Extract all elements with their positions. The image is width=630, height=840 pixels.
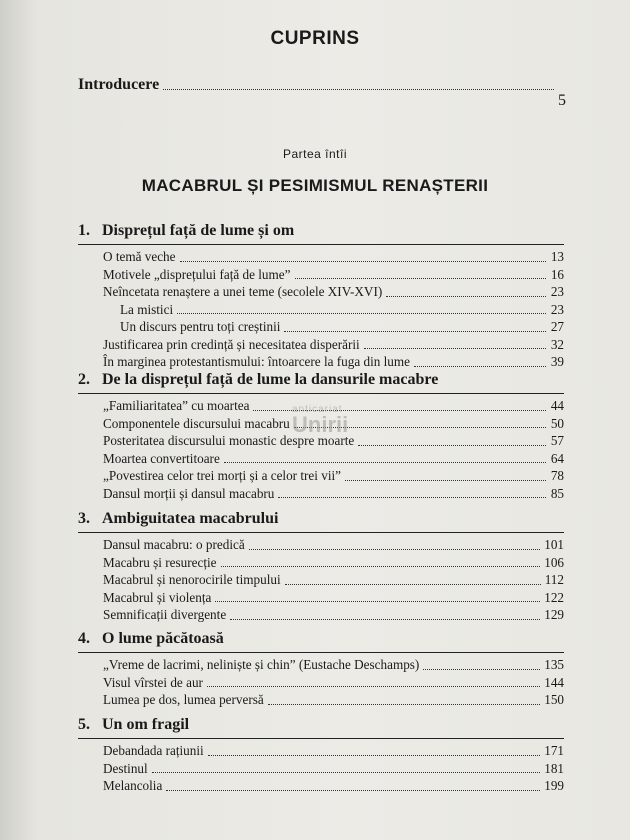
leader-dots [230,619,540,620]
chapter-2 [78,371,564,502]
entry-page: 181 [544,760,564,776]
page-title: CUPRINS [270,28,360,49]
chapter-number: 5. [78,716,90,733]
toc-entry [78,485,564,503]
toc-entry [78,606,564,624]
chapter-heading [78,222,564,245]
chapter-4 [78,630,564,709]
intro-entry [78,76,566,109]
entry-title: Macabrul și nenorocirile timpului [103,572,281,587]
entry-title: Debandada rațiunii [103,743,204,758]
part-title: MACABRUL ȘI PESIMISMUL RENAȘTERII [141,176,489,195]
toc-entry [78,248,564,266]
entry-title: Visul vîrstei de aur [103,674,203,690]
leader-dots [358,445,546,446]
entry-title: Un discurs pentru toți creștinii [120,319,281,334]
entry-title: Melancolia [103,778,163,793]
toc-entry [78,318,564,336]
entry-page: 112 [544,572,564,587]
toc-entry [78,266,564,284]
entry-page: 23 [550,301,564,317]
entry-title: Justificarea prin credință și necesitatea disperării [103,336,360,352]
entry-title: Neîncetata renaștere a unei teme (secolele XIV-XVI) [103,284,383,299]
toc-entry [78,760,564,778]
entry-page: 129 [544,607,564,622]
leader-dots [221,566,541,567]
part-label: Partea întîi [282,147,348,161]
entry-page: 16 [550,266,564,282]
entry-title: Lumea pe dos, lumea perversă [103,692,264,707]
chapter-number: 4. [78,630,90,647]
leader-dots [294,427,546,428]
leader-dots [180,261,547,262]
entry-page: 32 [550,336,564,352]
entry-page: 106 [544,554,564,570]
toc-entry [78,536,564,554]
entry-title: Dansul morții și dansul macabru [103,485,275,501]
intro-page: 5 [558,92,566,109]
toc-entry [78,691,564,709]
entry-title: Motivele „disprețului față de lume” [103,266,291,282]
chapter-number: 3. [78,510,90,527]
entry-title: În marginea protestantismului: întoarcere la fuga din lume [103,354,411,369]
leader-dots [208,755,541,756]
entry-page: 150 [544,692,564,707]
chapter-number: 2. [78,371,90,388]
leader-dots [386,296,546,297]
leader-dots [345,480,546,481]
entry-title: Macabru și resurecție [103,554,217,570]
leader-dots [163,89,554,90]
leader-dots [249,549,541,550]
chapter-heading [78,630,564,653]
leader-dots [253,410,546,411]
entry-title: Semnificații divergente [103,607,227,622]
entry-page: 199 [544,778,564,793]
toc-entry [78,353,564,371]
toc-entry [78,283,564,301]
entry-page: 39 [550,354,564,369]
toc-entry [78,301,564,319]
entry-page: 171 [544,743,564,758]
toc-entry [78,674,564,692]
leader-dots [295,278,547,279]
leader-dots [152,772,541,773]
chapter-title: De la disprețul față de lume la dansurile macabre [102,371,439,388]
chapter-heading [78,371,564,394]
entry-title: „Povestirea celor trei morți și a celor trei vii” [103,468,342,483]
entry-title: La mistici [120,301,174,317]
leader-dots [364,348,546,349]
entry-page: 23 [550,284,564,299]
toc-entry [78,397,564,415]
entry-page: 85 [550,485,564,501]
chapter-heading [78,510,564,533]
chapter-number: 1. [78,222,90,239]
chapter-title: Disprețul față de lume și om [102,222,295,239]
entry-page: 13 [550,249,564,264]
leader-dots [166,790,540,791]
watermark-line2: Unirii [292,412,349,437]
entry-title: Destinul [103,760,148,776]
leader-dots [268,704,540,705]
toc-entry [78,742,564,760]
leader-dots [215,601,540,602]
entry-page: 78 [550,468,564,483]
toc-entry [78,571,564,589]
entry-page: 122 [544,589,564,605]
leader-dots [207,686,540,687]
entry-page: 44 [550,398,564,413]
entry-title: O temă veche [103,249,176,264]
toc-entry [78,467,564,485]
entry-page: 101 [544,537,564,552]
toc-entry [78,432,564,450]
entry-title: „Vreme de lacrimi, neliniște și chin” (Eustache Deschamps) [103,657,420,672]
chapter-title: O lume păcătoasă [102,630,224,647]
entry-title: Posteritatea discursului monastic despre moarte [103,433,355,448]
leader-dots [177,313,546,314]
watermark-line1: anticariat [292,404,343,415]
toc-entry [78,450,564,468]
entry-title: Dansul macabru: o predică [103,537,245,552]
toc-entry [78,589,564,607]
entry-title: „Familiaritatea” cu moartea [103,398,250,413]
chapter-title: Ambiguitatea macabrului [102,510,279,527]
toc-entry [78,336,564,354]
entry-page: 27 [550,319,564,334]
chapter-5 [78,716,564,795]
leader-dots [423,669,540,670]
intro-label: Introducere [78,76,160,93]
chapter-3 [78,510,564,624]
toc-entry [78,415,564,433]
entry-page: 135 [544,657,564,672]
toc-entry [78,777,564,795]
entry-page: 64 [550,450,564,466]
leader-dots [224,462,546,463]
entry-title: Moartea convertitoare [103,450,220,466]
leader-dots [285,584,541,585]
entry-title: Componentele discursului macabru [103,415,290,431]
entry-page: 144 [544,674,564,690]
toc-entry [78,656,564,674]
entry-page: 57 [550,433,564,448]
chapter-title: Un om fragil [102,716,190,733]
chapter-1 [78,222,564,371]
entry-title: Macabrul și violența [103,589,212,605]
chapter-heading [78,716,564,739]
entry-page: 50 [550,415,564,431]
leader-dots [278,497,546,498]
leader-dots [284,331,546,332]
leader-dots [414,366,546,367]
toc-entry [78,554,564,572]
